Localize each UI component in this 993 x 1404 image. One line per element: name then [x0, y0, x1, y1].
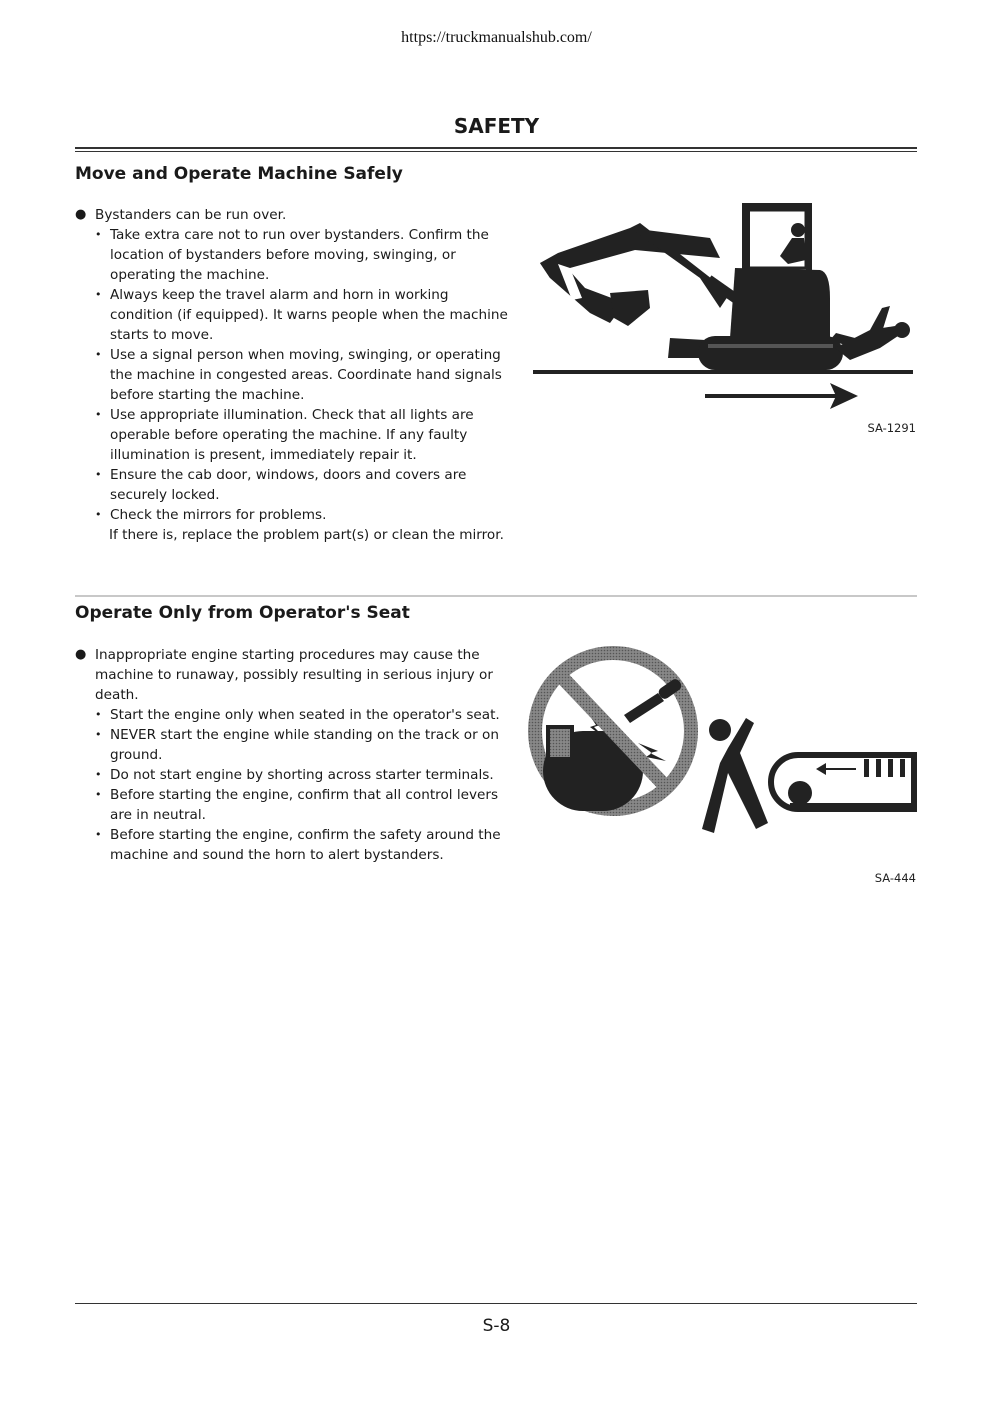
sub-item-text: Before starting the engine, confirm that all control levers are in neutral. [110, 787, 499, 823]
title-divider [75, 147, 917, 152]
sub-item [75, 785, 515, 825]
sub-item-text: Before starting the engine, confirm the safety around the machine and sound the horn to alert bystanders. [110, 827, 501, 863]
sub-bullet-dot: • [95, 228, 102, 241]
excavator-bystander-illustration [530, 198, 920, 418]
sub-item-text: Use appropriate illumination. Check that all lights are operable before operating the machine. If any faulty illumination is present, immediately repair it. [110, 407, 474, 463]
sub-item [75, 505, 515, 525]
main-bullet [75, 205, 515, 225]
no-starter-short-illustration [528, 643, 920, 843]
sub-bullet-dot: • [95, 468, 102, 481]
sub-item-text: Always keep the travel alarm and horn in working condition (if equipped). It warns people when the machine starts to move. [110, 287, 508, 343]
footer-divider [75, 1303, 917, 1304]
sub-item [75, 825, 515, 865]
sub-item-text: Do not start engine by shorting across starter terminals. [110, 767, 494, 783]
sub-item-text: NEVER start the engine while standing on the track or on ground. [110, 727, 499, 763]
sub-bullet-dot: • [95, 708, 102, 721]
sub-bullet-dot: • [95, 348, 102, 361]
sub-bullet-dot: • [95, 728, 102, 741]
section-divider [75, 595, 917, 597]
sub-item [75, 345, 515, 405]
section-heading-move-operate: Move and Operate Machine Safely [75, 164, 403, 184]
section-heading-operator-seat: Operate Only from Operator's Seat [75, 603, 410, 623]
section-2-text [75, 645, 515, 865]
sub-bullet-dot: • [95, 508, 102, 521]
sub-item-text: Ensure the cab door, windows, doors and covers are securely locked. [110, 467, 467, 503]
mirror-note: If there is, replace the problem part(s) or clean the mirror. [109, 527, 504, 543]
figure-code-sa1291: SA-1291 [867, 421, 916, 435]
sub-item [75, 465, 515, 505]
sub-bullet-dot: • [95, 788, 102, 801]
sub-item [75, 705, 515, 725]
sub-item [75, 725, 515, 765]
sub-bullet-dot: • [95, 768, 102, 781]
figure-code-sa444: SA-444 [874, 871, 916, 885]
sub-item-text: Use a signal person when moving, swinging, or operating the machine in congested areas. Coordinate hand signals before starting the machine. [110, 347, 502, 403]
sub-item [75, 765, 515, 785]
sub-bullet-dot: • [95, 408, 102, 421]
sub-bullet-dot: • [95, 288, 102, 301]
page-number: S-8 [482, 1316, 511, 1336]
sub-item-text: Start the engine only when seated in the operator's seat. [110, 707, 500, 723]
page-title: SAFETY [453, 114, 540, 138]
sub-item-text: Take extra care not to run over bystanders. Confirm the location of bystanders before moving, swinging, or operating the machine. [110, 227, 489, 283]
sub-bullet-dot: • [95, 828, 102, 841]
section-1-text [75, 205, 515, 545]
bullet-dot: ● [75, 647, 87, 662]
sub-item-text: Check the mirrors for problems. [110, 507, 327, 523]
sub-item [75, 225, 515, 285]
bullet-text: Bystanders can be run over. [95, 207, 287, 223]
sub-item [75, 285, 515, 345]
bullet-text: Inappropriate engine starting procedures may cause the machine to runaway, possibly resulting in serious injury or death. [95, 647, 493, 703]
sub-item [75, 405, 515, 465]
source-url[interactable]: https://truckmanualshub.com/ [401, 29, 592, 46]
bullet-dot: ● [75, 207, 87, 222]
main-bullet [75, 645, 515, 705]
